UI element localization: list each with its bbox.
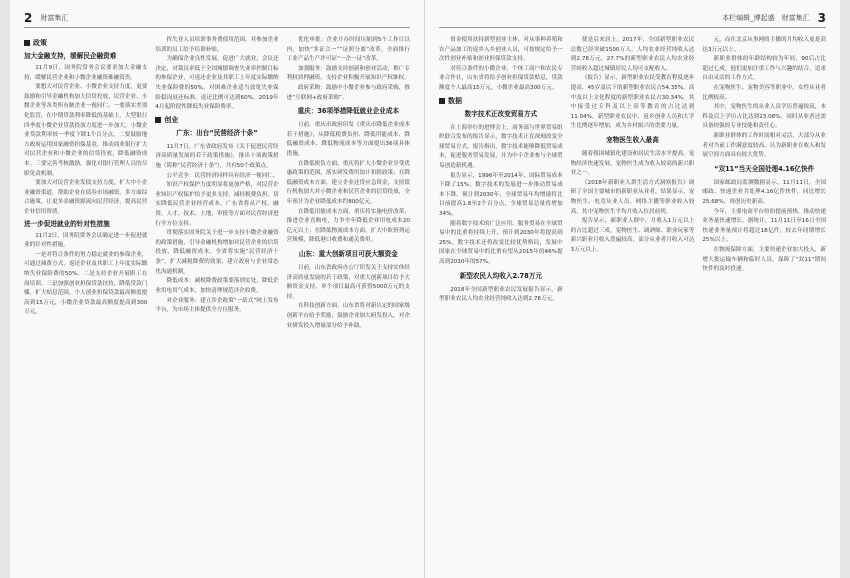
left-page bbox=[10, 0, 425, 578]
body-paragraph: 优化审批：企业开办时间压缩到5个工作日以内，加快“多证合一”“证照分离”改革，全面推行工业产品生产许可证“一企一证”改革。 bbox=[286, 37, 410, 63]
body-paragraph: 公平竞争：民营经济同样具有经济一视同仁。 bbox=[166, 172, 279, 179]
body-paragraph: 加强服务：鼓励支持创新和创业活动，推广专利权质押融资，支持企业积极开展知识产权维权。 bbox=[286, 65, 410, 82]
column-2 bbox=[571, 36, 695, 578]
section-heading bbox=[24, 38, 147, 48]
article-headline: 加大金融支持，缓解民企融资难 bbox=[24, 52, 117, 60]
section-marker-icon bbox=[155, 117, 161, 123]
body-paragraph: 对企业服务：建立涉企政策“一站式”网上发布平台，为市场主体提供全方位服务。 bbox=[155, 297, 279, 314]
right-page bbox=[425, 0, 840, 578]
body-paragraph: 报告显示，1996年至2014年，国际贸易成本下降了15%，数字技术的发展进一步推动贸易成本下降。预计到2030年，全球贸易年均增速将比目前提高1.8至2个百分点，全球贸易总量将增加34%。 bbox=[439, 172, 563, 218]
column-2 bbox=[155, 36, 278, 578]
body-paragraph: 在上海举行的进博会上，商务部与世界贸易组织联合发布的报告显示，数字技术正在深刻改变全球贸易方式。报告指出，数字技术能够降低贸易成本，促进服务贸易发展，并为中小企业参与全球贸易创造新机遇。 bbox=[439, 124, 563, 169]
text-columns bbox=[439, 36, 826, 578]
body-paragraph: 报告显示，新职业人群中，月收入1万元以上的占比超过三成，宠物医生、调酒师、职业玩家等新兴职业月收入普遍较高，部分从业者月收入可达3万元以上。 bbox=[570, 218, 695, 254]
page-header bbox=[439, 8, 826, 28]
body-paragraph: 知识产权保护力度明显将更加严格，对民营企业知识产权保护给予更多支持。减轻税费负担，切实降低民营企业经营成本。广东省将从产权、融资、人才、技术、土地、审批等方面对民营经济进行全方位支持。 bbox=[155, 182, 279, 227]
body-paragraph: 11月9日，国务院常务会议要求加大金融支持，缓解民营企业和小微企业融资难融资贵。 bbox=[24, 64, 148, 81]
body-paragraph: 一是对符合条件的努力稳定就业的参保企业，可通过减费方式，返还企业及其职工上年度实际缴纳失业保险费的50%。二是支持企业开展职工在岗培训。三是加强创业担保贷款扶持，降低贷款门槛，扩大贴息范围，个人创业担保贷款最高额度提高到15万元，小微企业贷款最高额度提高到300万元。 bbox=[24, 251, 148, 316]
body-paragraph: 要加大对民营企业发债支持力度，扩大中小企业融资渠道，帮助企业在债券市场融资。多方面综合施策，让更多金融资源流向民营经济，提高民营企业信用资质。 bbox=[24, 180, 148, 216]
body-paragraph: 挥失业人员培训事务费使用范围，对参加企业培训的员工给予培训补贴。 bbox=[155, 37, 279, 53]
body-paragraph: 对符合条件的小微企业、个体工商户和农民专业合作社，山东省将给予创业担保贷款贴息，贷款额度个人最高15万元，小微企业最高300万元。 bbox=[439, 65, 563, 92]
article-headline: 广东：出台“民营经济十条” bbox=[176, 128, 258, 137]
column-3 bbox=[287, 36, 410, 578]
section-marker-icon bbox=[439, 98, 445, 104]
section-heading-text: 政策 bbox=[33, 39, 47, 47]
article-headline: 进一步促进就业的针对性措施 bbox=[24, 219, 110, 228]
page-number: 2 bbox=[24, 10, 33, 25]
article-headline: 宠物医生收入最高 bbox=[606, 136, 659, 145]
section-heading bbox=[439, 96, 563, 106]
body-paragraph: 资金使用扶持新型创业主体。对从事种养殖和农产品加工的返乡入乡创业人员，可按规定给予一次性创业补贴和创业担保贷款支持。 bbox=[439, 37, 563, 63]
article-headline: 数字技术正改变贸易方式 bbox=[464, 109, 538, 118]
body-paragraph: 《报告》显示，新型职业农民受教育程度逐步提高，45岁及以下的新型职业农民占54.35%，高中及以上文化程度的新型职业农民占30.34%，其中接受过专科及以上高等教育的占比达到11.04%。新型职业农民中，返乡创业人员和大学生比例逐年增加，成为乡村振兴的重要力量。 bbox=[570, 75, 695, 130]
body-paragraph: 随着我国城镇化建设和居民生活水平提高，宠物经济快速发展，宠物医生成为收入较高的新兴职业之一。 bbox=[570, 150, 695, 177]
column-3 bbox=[702, 36, 826, 578]
page-header bbox=[24, 8, 410, 28]
body-paragraph: 《2018年新职业人群生活方式洞察报告》调研了全国主要城市的新职业从业者，结果显示，宠物医生、电竞从业人员、网络主播等职业收入较高，其中宠物医生平均月收入位居前列。 bbox=[570, 179, 695, 215]
body-paragraph: 新职业群体的工作时间相对灵活，大部分从业者对当前工作满意度较高，认为新职业在收入和发展空间方面具有较大优势。 bbox=[702, 133, 827, 159]
body-paragraph: 新职业群体的年龄结构较为年轻，90后占比超过七成，他们更加注重工作与兴趣的结合，追求自由灵活的工作方式。 bbox=[702, 56, 827, 82]
body-paragraph: 元，而在北京从事网络主播的月均收入更是高达3万元以上。 bbox=[702, 37, 827, 53]
body-paragraph: 11月2日，国务院常务会议确定进一步促进就业的针对性措施。 bbox=[24, 232, 148, 249]
article-headline: “双11”当天全国处理4.16亿快件 bbox=[714, 164, 815, 173]
page-number: 3 bbox=[817, 10, 826, 25]
body-paragraph: 2018年全国新型职业农民发展报告显示，新型职业农民人均农业经营纯收入达到2.78万元。 bbox=[439, 286, 563, 303]
body-paragraph: 贯彻落实国务院关于进一步支持小微企业融资的政策措施，引导金融机构增加对民营企业的信贷投放，降低融资成本。全省将实施“民营经济十条”，扩大减税降费的效果，建立政府与企业常态化沟通机制。 bbox=[155, 230, 279, 275]
section-heading-text: 数据 bbox=[448, 96, 462, 105]
text-columns bbox=[24, 36, 410, 578]
section-marker-icon bbox=[24, 40, 30, 46]
article-headline: 重庆：36项举措降低就业企业成本 bbox=[297, 107, 400, 116]
body-paragraph: 降低成本：减税降费政策要落到实处，降低企业用电用气成本，加快清理规范涉企收费。 bbox=[155, 278, 279, 294]
body-paragraph: 在物流保障方面，主要快递企业加大投入，新增大批运输车辆和临时人员，保障了“双11”期间快件的及时投递。 bbox=[702, 247, 827, 273]
body-paragraph: 要想大对民营企业、小微企业支持力度，更要鼓励和引导金融机构加大信贷投放，民营企业、小微企业等各类所有制企业一视同仁。一要落实差别化监管，在中期贷款利率降低的基础上，大型银行四季度小微企业贷款投放力度进一步加大，小微企业贷款利率较一季度下降1个百分点。二要鼓励地方政府运用国家融资担保基金，推动商业银行扩大对民营企业和小微企业的信贷投放，降低融资成本。三要完善考核激励，强化对银行管理人员的尽职免责机制。 bbox=[24, 84, 148, 177]
publication-name: 财富集汇 bbox=[40, 13, 69, 22]
body-paragraph: 在科技创新方面，山东省将对新认定的国家级创新平台给予奖励，鼓励企业加大研发投入，对企业研发投入增量部分给予补助。 bbox=[286, 303, 410, 329]
body-paragraph: 在宠物医生、宠物美容等职业中，女性从业者比例较高。 bbox=[702, 85, 827, 101]
magazine-spread bbox=[10, 0, 840, 578]
body-paragraph: 随着数字技术的广泛应用，服务贸易在全球贸易中的比重将持续上升，预计到2030年将提高到25%。数字技术还将改变比较优势格局，发展中国家在全球贸易中的比重有望从2015年的46%提高到2030年的57%。 bbox=[439, 220, 563, 266]
body-paragraph: 11月7日，广东省政府发布《关于促进民营经济高质量发展的若干政策措施》，推出十项政策措施（简称“民营经济十条”），共有50个政策点。 bbox=[155, 143, 279, 169]
body-paragraph: 使是后来居上。2017年，全国新型职业农民总数已经突破1500万人，人均农业经营纯收入达到2.78万元，27.7%的新型职业农民人均农业经营纯收入超过城镇居民人均可支配收入。 bbox=[570, 37, 695, 72]
body-paragraph: 政府采购：鼓励中小微企业参与政府采购，推进“互联网+政府采购”。 bbox=[286, 85, 410, 101]
section-heading bbox=[155, 115, 278, 125]
body-paragraph: 在降低税负方面，重庆将扩大小微企业享受优惠政策的范围，落实研发费用加计扣除政策；在降低融资成本方面，建立企业还贷应急资金，支持银行机构加大对小微企业和民营企业的信贷投放，全年预计为企业降低成本约800亿元。 bbox=[286, 160, 410, 206]
body-paragraph: 其中，宠物医生的从业人员学历普遍较高，本科及以上学历占比达到23.08%，同时从业者还需具备较强的专业技能和责任心。 bbox=[702, 104, 827, 130]
body-paragraph: 今年，主要电商平台纷纷提前预热，推动快递业务量快速增长。据统计，11月11日至16日全国快递业务量预计将超过18亿件，较去年同期增长25%以上。 bbox=[702, 208, 827, 244]
body-paragraph: 日前，山东省政府办公厅印发关于支持实体经济高质量发展的若干政策，对重大创新项目给予大额资金支持，单个项目最高可获得5000万元的支持。 bbox=[286, 264, 410, 300]
body-paragraph: 在降低用能成本方面，重庆将实施电价改革，推进企业直购电，力争全年降低企业用电成本20亿元以上；在降低物流成本方面，扩大中欧班列运营规模，降低港口收费和通关费用。 bbox=[286, 208, 410, 244]
column-1 bbox=[24, 36, 147, 578]
article-headline: 新型农民人均收入2.78万元 bbox=[459, 271, 542, 280]
article-headline: 山东：重大创新项目可获大额资金 bbox=[298, 250, 398, 259]
body-paragraph: 为确保企业良性发展，促进广大就业，会议还决定，对裁员率低于全国城镇调查失业率控制目标的参保企业，可返还企业及其职工上年度实际缴纳失业保险费的50%。对困难企业适当放宽失业保险稳岗返还标准，返还比例可达到60%。2019年4月起阶段性降低失业保险费率。 bbox=[155, 56, 279, 111]
body-paragraph: 国家邮政局监测数据显示，11月11日，全国邮政、快递企业共处理4.16亿件快件，同比增长25.68%，再创历史新高。 bbox=[702, 179, 827, 206]
publication-name: 本栏编辑_博起盛 财富集汇 bbox=[722, 13, 810, 22]
section-heading-text: 创业 bbox=[164, 115, 179, 124]
body-paragraph: 日前，重庆市政府印发《重庆市降低企业成本若干措施》，从降低税费负担、降低用能成本、降低融资成本、降低物流成本等方面提出36项具体措施。 bbox=[286, 122, 410, 157]
column-1 bbox=[439, 36, 563, 578]
